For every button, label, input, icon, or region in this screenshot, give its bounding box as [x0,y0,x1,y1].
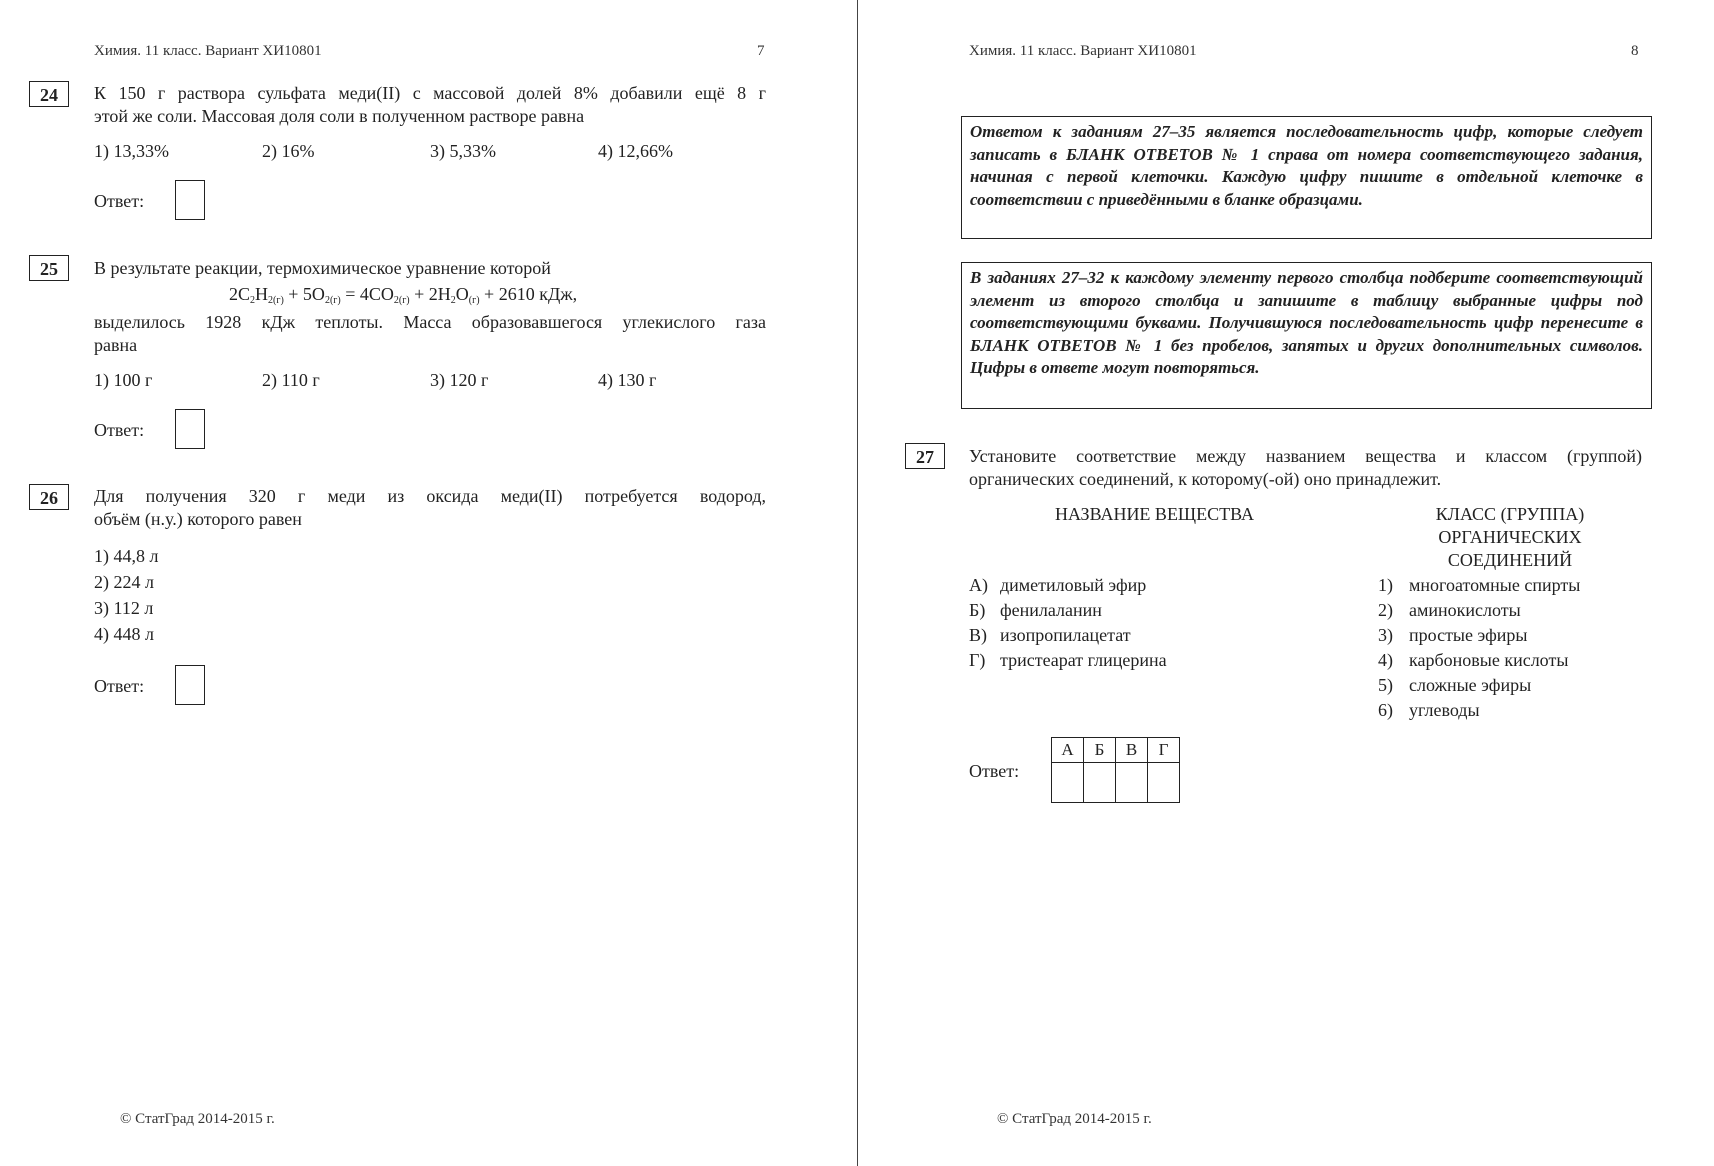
right-page-number: 8 [1631,43,1639,59]
q26-text-line2: объём (н.у.) которого равен [94,509,302,529]
q25-text-line1: В результате реакции, термохимическое уравнение которой [94,258,551,278]
q25-answer-label: Ответ: [94,420,145,440]
q26-option-1: 1) 44,8 л [94,546,159,566]
answer-grid-header-a: А [1052,738,1084,763]
q27-right-item-6: 6) углеводы [1378,700,1480,720]
q24-text-line2: этой же соли. Массовая доля соли в полученном растворе равна [94,106,585,126]
q27-right-item-3: 3) простые эфиры [1378,625,1528,645]
instruction-box-2: В заданиях 27–32 к каждому элементу первого столбца подберите соответствующий элемент из второго столбца и запишите в таблицу выбранные цифры под соответствующими буквами. Получившуюся последовательность цифр перенесите в БЛАНК ОТВЕТОВ № 1 без пробелов, запятых и других дополнительных символов. Цифры в ответе могут повторяться. [961,262,1652,409]
answer-grid-cell-a[interactable] [1052,763,1084,803]
right-footer: © СтатГрад 2014-2015 г. [997,1111,1152,1127]
q26-option-4: 4) 448 л [94,624,154,644]
q27-left-item-v: В) изопропилацетат [969,625,1131,645]
page-divider [857,0,858,1166]
q25-option-3: 3) 120 г [430,370,489,390]
q27-right-item-5: 5) сложные эфиры [1378,675,1532,695]
left-footer: © СтатГрад 2014-2015 г. [120,1111,275,1127]
q24-option-2: 2) 16% [262,141,315,161]
q24-answer-label: Ответ: [94,191,145,211]
answer-grid-header-g: Г [1148,738,1180,763]
q27-left-item-g: Г) тристеарат глицерина [969,650,1167,670]
q25-text-line2: выделилось 1928 кДж теплоты. Масса образовавшегося углекислого газа [94,312,766,332]
q27-right-item-2: 2) аминокислоты [1378,600,1521,620]
q26-option-3: 3) 112 л [94,598,154,618]
q27-left-item-b: Б) фенилаланин [969,600,1102,620]
q26-answer-label: Ответ: [94,676,145,696]
q27-answer-label: Ответ: [969,761,1020,781]
instruction-box-1: Ответом к заданиям 27–35 является последовательность цифр, которые следует записать в БЛАНК ОТВЕТОВ № 1 справа от номера соответствующего задания, начиная с первой клеточки. Каждую цифру пишите в отдельной клеточке в соответствии с приведёнными в бланке образцами. [961,116,1652,239]
q27-col2-header: КЛАСС (ГРУППА) ОРГАНИЧЕСКИХ СОЕДИНЕНИЙ [1435,504,1585,570]
answer-grid-cell-v[interactable] [1116,763,1148,803]
q24-option-3: 3) 5,33% [430,141,496,161]
q25-answer-box[interactable] [175,409,205,449]
answer-grid-cell-g[interactable] [1148,763,1180,803]
answer-grid-header-v: В [1116,738,1148,763]
q26-text-line1: Для получения 320 г меди из оксида меди(II) потребуется водород, [94,486,766,506]
q27-text-line1: Установите соответствие между названием вещества и классом (группой) [969,446,1642,466]
q24-option-1: 1) 13,33% [94,141,169,161]
left-page-number: 7 [757,43,765,59]
q26-answer-box[interactable] [175,665,205,705]
question-number-26: 26 [29,484,69,510]
q24-answer-box[interactable] [175,180,205,220]
q25-text-line3: равна [94,335,138,355]
q25-equation: $2C_2H_{2(г)} + 5O_{2(г)} = 4CO_{2(г)} + 2H_2O_{(г)} + 2610$ кДж, [229,284,578,306]
left-header-title: Химия. 11 класс. Вариант ХИ10801 [94,43,322,59]
question-number-25: 25 [29,255,69,281]
q24-option-4: 4) 12,66% [598,141,673,161]
q25-option-4: 4) 130 г [598,370,657,390]
question-number-27: 27 [905,443,945,469]
q27-answer-grid [1051,737,1180,803]
right-header-title: Химия. 11 класс. Вариант ХИ10801 [969,43,1197,59]
q26-option-2: 2) 224 л [94,572,154,592]
q27-right-item-1: 1) многоатомные спирты [1378,575,1581,595]
q27-text-line2: органических соединений, к которому(-ой) оно принадлежит. [969,469,1442,489]
answer-grid-cell-b[interactable] [1084,763,1116,803]
answer-grid-header-b: Б [1084,738,1116,763]
q27-col1-header: НАЗВАНИЕ ВЕЩЕСТВА [1055,504,1254,524]
question-number-24: 24 [29,81,69,107]
q24-text-line1: К 150 г раствора сульфата меди(II) с массовой долей 8% добавили ещё 8 г [94,83,766,103]
q27-right-item-4: 4) карбоновые кислоты [1378,650,1569,670]
q25-option-2: 2) 110 г [262,370,320,390]
q25-option-1: 1) 100 г [94,370,153,390]
q27-left-item-a: А) диметиловый эфир [969,575,1147,595]
